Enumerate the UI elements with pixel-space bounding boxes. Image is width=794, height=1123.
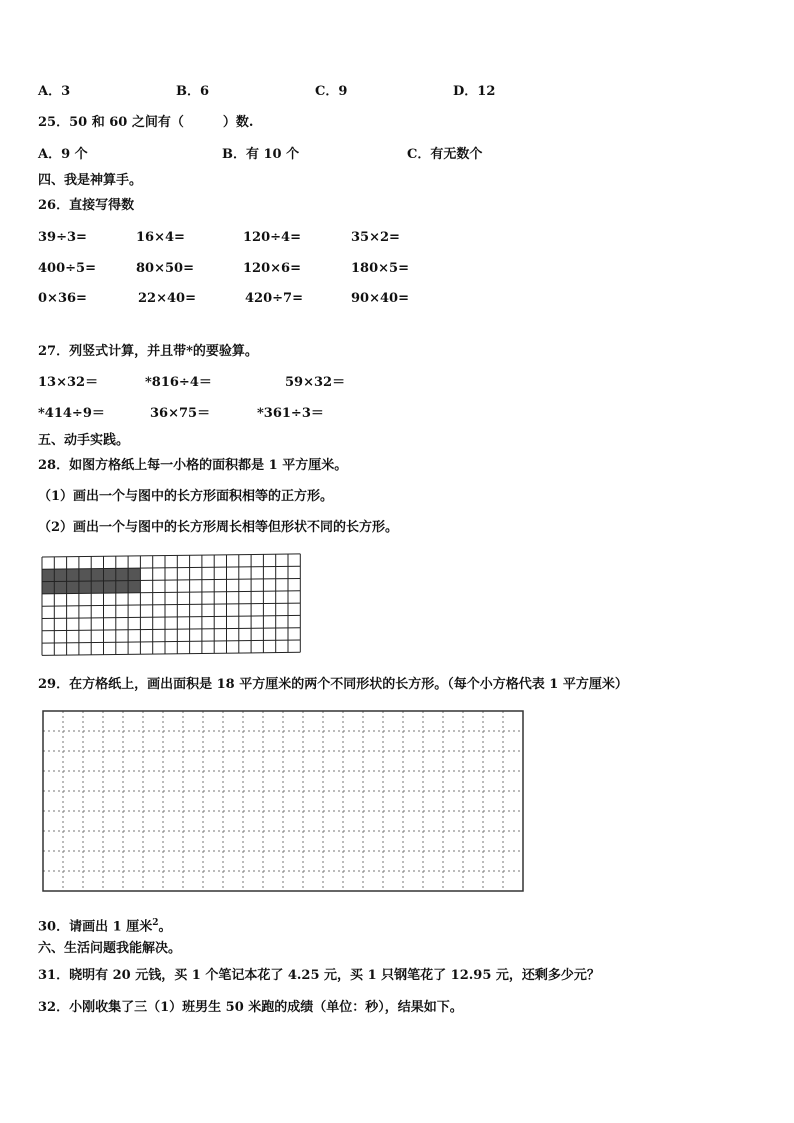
grid-line [42, 554, 300, 557]
q29-dotted-grid [42, 710, 526, 894]
q30-superscript: 2 [152, 918, 159, 928]
q30-stem [38, 915, 171, 935]
q26-item: 400÷5= [38, 261, 96, 276]
q26-item: 120×6= [243, 261, 301, 276]
q26-item: 420÷7= [245, 291, 303, 306]
q25-option-c: C．有无数个 [407, 147, 483, 162]
q28-square-grid [40, 550, 304, 660]
q24-option-b: B．6 [176, 84, 210, 99]
q26-item: 80×50= [136, 261, 194, 276]
q28-sub1: （1）画出一个与图中的长方形面积相等的正方形。 [38, 489, 334, 504]
q29-stem: 29．在方格纸上，画出面积是 18 平方厘米的两个不同形状的长方形。（每个小方格代表 1 平方厘米） [38, 677, 628, 692]
q27-item: 59×32＝ [285, 375, 346, 390]
q26-item: 16×4= [136, 230, 185, 245]
q28-stem: 28．如图方格纸上每一小格的面积都是 1 平方厘米。 [38, 458, 348, 473]
q24-option-d: D．12 [453, 84, 496, 99]
q31-stem: 31．晓明有 20 元钱，买 1 个笔记本花了 4.25 元，买 1 只钢笔花了 12.95 元，还剩多少元？ [38, 968, 600, 983]
section-4-heading: 四、我是神算手。 [38, 173, 143, 188]
q30-stem-suffix: 。 [158, 919, 172, 935]
grid-line [42, 615, 300, 618]
section-6-heading: 六、生活问题我能解决。 [38, 941, 182, 956]
q27-item: 36×75＝ [150, 406, 211, 421]
q27-item: *414÷9＝ [38, 406, 105, 421]
grid-line [42, 652, 300, 655]
q26-item: 0×36= [38, 291, 87, 306]
q26-item: 35×2= [351, 230, 400, 245]
section-5-heading: 五、动手实践。 [38, 433, 130, 448]
q26-item: 120÷4= [243, 230, 301, 245]
q26-stem: 26．直接写得数 [38, 198, 135, 213]
q26-item: 180×5= [351, 261, 409, 276]
q27-stem: 27．列竖式计算，并且带*的要验算。 [38, 344, 258, 359]
q25-option-b: B．有 10 个 [222, 147, 300, 162]
q27-item: *816÷4＝ [145, 375, 212, 390]
q27-item: *361÷3＝ [257, 406, 324, 421]
q25-stem: 25．50 和 60 之间有（ ）数. [38, 115, 254, 130]
q32-stem: 32．小刚收集了三（1）班男生 50 米跑的成绩（单位：秒），结果如下。 [38, 1000, 463, 1015]
q26-item: 90×40= [351, 291, 409, 306]
grid-line [42, 566, 300, 569]
q24-option-c: C．9 [315, 84, 348, 99]
q24-option-a: A．3 [38, 84, 71, 99]
q30-stem-prefix: 30．请画出 1 厘米 [38, 919, 153, 935]
grid-line [42, 628, 300, 631]
grid-line [42, 603, 300, 606]
q25-option-a: A．9 个 [38, 147, 88, 162]
q26-item: 22×40= [138, 291, 196, 306]
q26-item: 39÷3= [38, 230, 87, 245]
grid-line [42, 640, 300, 643]
q28-sub2: （2）画出一个与图中的长方形周长相等但形状不同的长方形。 [38, 520, 399, 535]
q27-item: 13×32＝ [38, 375, 99, 390]
